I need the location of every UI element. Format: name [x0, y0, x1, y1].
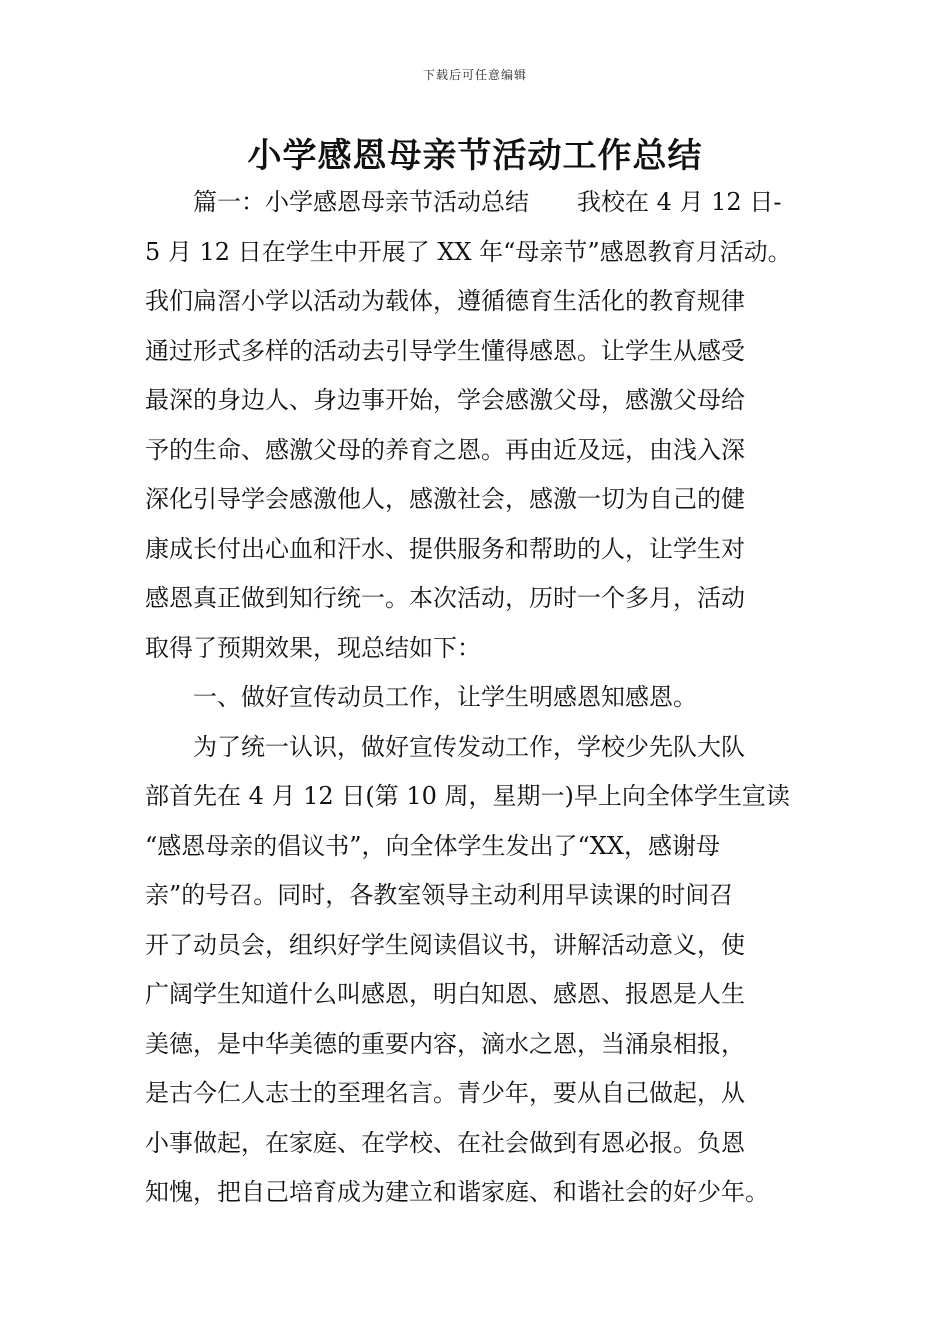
- text-line: 广阔学生知道什么叫感恩，明白知恩、感恩、报恩是人生: [145, 980, 745, 1008]
- text-line: 康成长付出心血和汗水、提供服务和帮助的人，让学生对: [145, 535, 745, 563]
- header-note: 下载后可任意编辑: [422, 68, 527, 82]
- document-title: 小学感恩母亲节活动工作总结: [247, 136, 703, 176]
- text-line: 部首先在 4 月 12 日(第 10 周，星期一)早上向全体学生宣读: [145, 782, 790, 810]
- text-line: 深化引导学会感激他人，感激社会，感激一切为自己的健: [145, 485, 745, 513]
- text-line: 开了动员会，组织好学生阅读倡议书，讲解活动意义，使: [145, 931, 745, 959]
- text-line: 亲”的号召。同时，各教室领导主动利用早读课的时间召: [145, 881, 734, 909]
- text-line: 最深的身边人、身边事开始，学会感激父母，感激父母给: [145, 386, 745, 414]
- section-heading: 一、做好宣传动员工作，让学生明感恩知感恩。: [145, 683, 697, 711]
- text-line: 5 月 12 日在学生中开展了 XX 年“母亲节”感恩教育月活动。: [145, 238, 792, 266]
- text-line: 取得了预期效果，现总结如下：: [145, 634, 481, 662]
- text-line: 予的生命、感激父母的养育之恩。再由近及远，由浅入深: [145, 436, 745, 464]
- text-line: 小事做起，在家庭、在学校、在社会做到有恩必报。负恩: [145, 1129, 745, 1157]
- text-line: 是古今仁人志士的至理名言。青少年，要从自己做起，从: [145, 1079, 745, 1107]
- text-line: 通过形式多样的活动去引导学生懂得感恩。让学生从感受: [145, 337, 745, 365]
- text-line: “感恩母亲的倡议书”，向全体学生发出了“XX，感谢母: [145, 832, 720, 860]
- text-line: 感恩真正做到知行统一。本次活动，历时一个多月，活动: [145, 584, 745, 612]
- text-line: 为了统一认识，做好宣传发动工作，学校少先队大队: [145, 733, 745, 761]
- text-line: 我们扁滘小学以活动为载体，遵循德育生活化的教育规律: [145, 287, 745, 315]
- text-line: 美德，是中华美德的重要内容，滴水之恩，当涌泉相报，: [145, 1030, 745, 1058]
- text-line: 知愧，把自己培育成为建立和谐家庭、和谐社会的好少年。: [145, 1178, 769, 1206]
- text-line: 篇一：小学感恩母亲节活动总结 我校在 4 月 12 日-: [145, 188, 782, 216]
